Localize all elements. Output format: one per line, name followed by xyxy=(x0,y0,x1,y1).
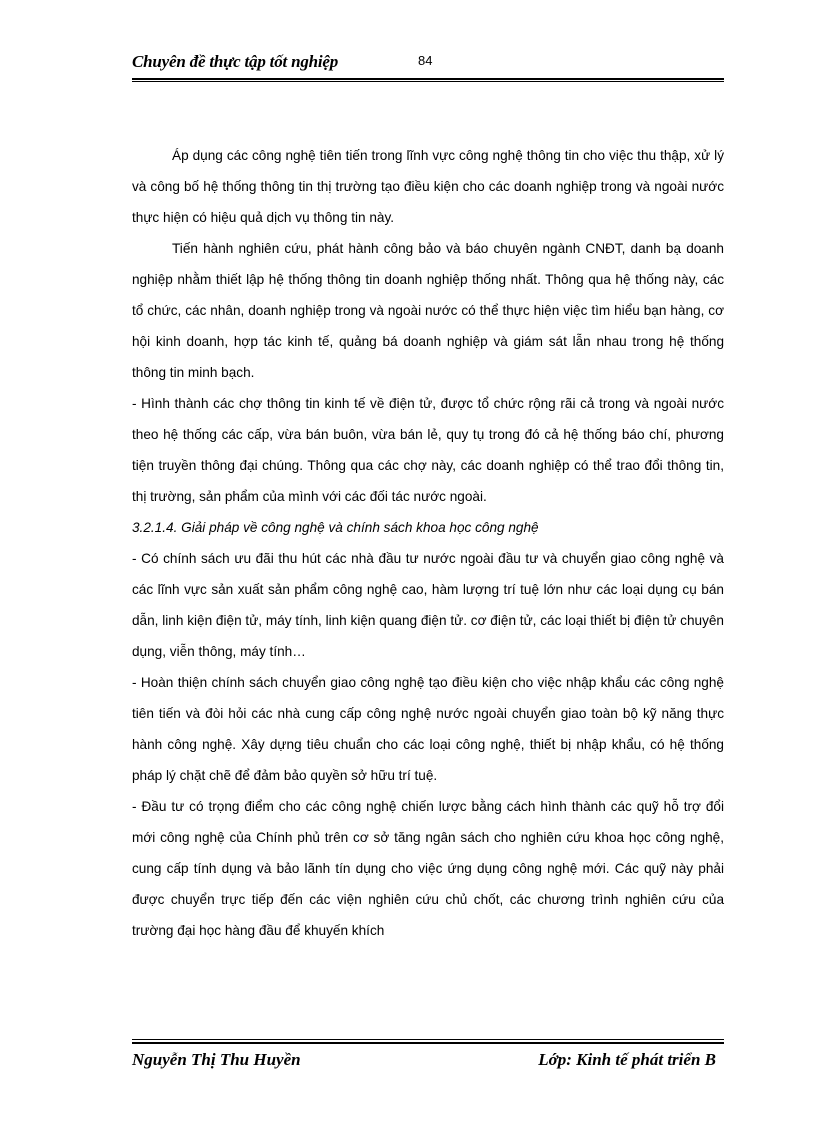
page-number: 84 xyxy=(418,53,433,68)
paragraph: Áp dụng các công nghệ tiên tiến trong lĩnh vực công nghệ thông tin cho việc thu thập, xử lý và công bố hệ thống thông tin thị trường tạo điều kiện cho các doanh nghiệp trong và ngoài nước thực hiện có hiệu quả dịch vụ thông tin này. xyxy=(132,148,724,225)
page-header xyxy=(132,50,724,80)
page-footer xyxy=(132,1042,724,1078)
bullet-paragraph: - Hoàn thiện chính sách chuyển giao công nghệ tạo điều kiện cho việc nhập khẩu các công nghệ tiên tiến và đòi hỏi các nhà cung cấp công nghệ nước ngoài chuyển giao toàn bộ kỹ năng thực hành công nghệ. Xây dựng tiêu chuẩn cho các loại công nghệ, thiết bị nhập khẩu, có hệ thống pháp lý chặt chẽ để đảm bảo quyền sở hữu trí tuệ. xyxy=(132,675,724,783)
footer-class: Lớp: Kinh tế phát triển B xyxy=(538,1050,716,1069)
bullet-paragraph: - Có chính sách ưu đãi thu hút các nhà đầu tư nước ngoài đầu tư và chuyển giao công nghệ và các lĩnh vực sản xuất sản phẩm công nghệ cao, hàm lượng trí tuệ lớn như các loại dụng cụ bán dẫn, linh kiện điện tử, máy tính, linh kiện quang điện tử. cơ điện tử, các loại thiết bị điện tử chuyên dụng, viễn thông, máy tính… xyxy=(132,551,724,659)
section-heading: 3.2.1.4. Giải pháp về công nghệ và chính sách khoa học công nghệ xyxy=(132,520,539,535)
header-title: Chuyên đề thực tập tốt nghiệp xyxy=(132,52,339,71)
paragraph: Tiến hành nghiên cứu, phát hành công bảo và báo chuyên ngành CNĐT, danh bạ doanh nghiệp nhằm thiết lập hệ thống thông tin doanh nghiệp thống nhất. Thông qua hệ thống này, các tổ chức, các nhân, doanh nghiệp trong và ngoài nước có thể thực hiện việc tìm hiểu bạn hàng, cơ hội kinh doanh, hợp tác kinh tế, quảng bá doanh nghiệp và giám sát lẫn nhau trong hệ thống thông tin minh bạch. xyxy=(132,241,724,380)
footer-author: Nguyễn Thị Thu Huyền xyxy=(132,1050,301,1069)
bullet-paragraph: - Hình thành các chợ thông tin kinh tế về điện tử, được tổ chức rộng rãi cả trong và ngoài nước theo hệ thống các cấp, vừa bán buôn, vừa bán lẻ, quy tụ trong đó cả hệ thống báo chí, phương tiện truyền thông đại chúng. Thông qua các chợ này, các doanh nghiệp có thể trao đổi thông tin, thị trường, sản phẩm của mình với các đối tác nước ngoài. xyxy=(132,396,724,504)
document-body xyxy=(132,140,724,946)
bullet-paragraph: - Đầu tư có trọng điểm cho các công nghệ chiến lược bằng cách hình thành các quỹ hỗ trợ đổi mới công nghệ của Chính phủ trên cơ sở tăng ngân sách cho nghiên cứu khoa học công nghệ, cung cấp tính dụng và bảo lãnh tín dụng cho việc ứng dụng công nghệ mới. Các quỹ này phải được chuyển trực tiếp đến các viện nghiên cứu chủ chốt, các chương trình nghiên cứu của trường đại học hàng đầu để khuyến khích xyxy=(132,799,724,938)
